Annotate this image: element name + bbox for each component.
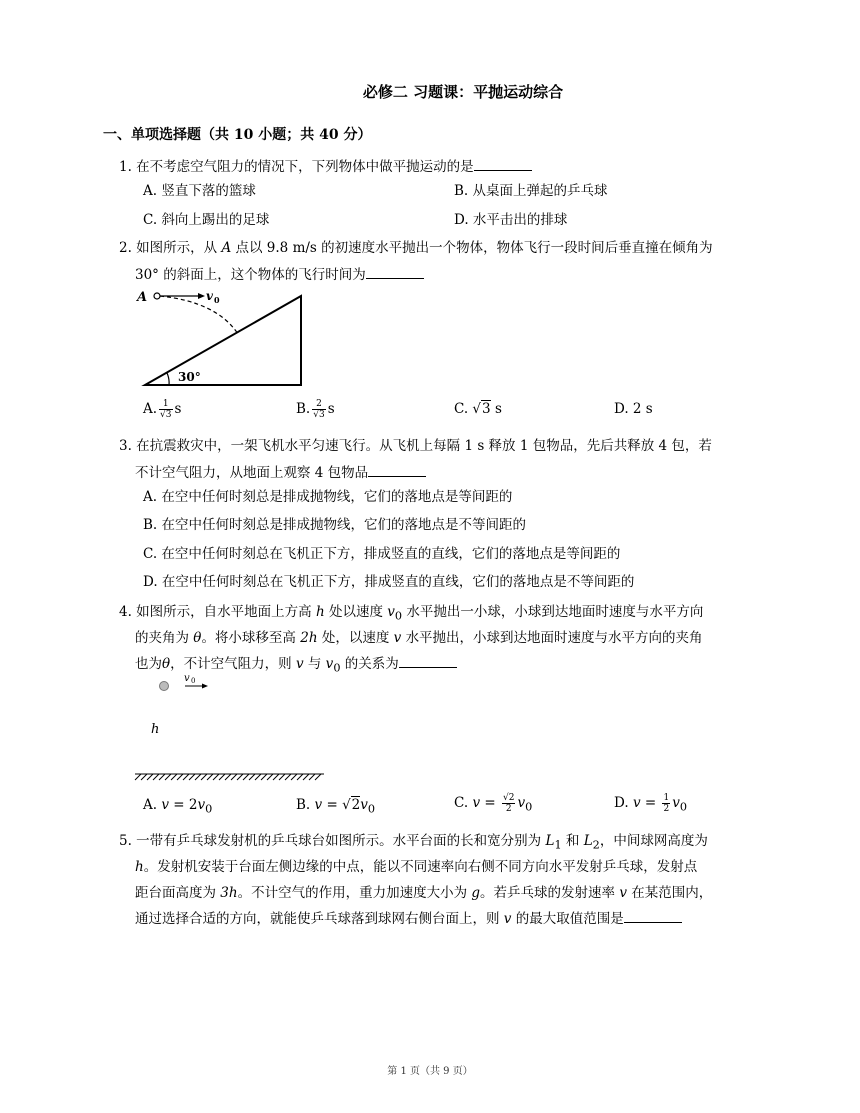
q4-option-c[interactable]: C. v = $\frac{√2}{2}$ $v_0$ xyxy=(454,793,533,814)
q2-option-d[interactable]: D. 2 s xyxy=(614,401,653,417)
q2-option-b[interactable]: B. $\frac{2}{√3}$ s xyxy=(296,399,335,420)
q3-stem-line1: 3. 在抗震救灾中，一架飞机水平匀速飞行。从飞机上每隔 1 s 释放 1 包物品，先后共释放 4 包，若 xyxy=(119,438,712,454)
q4-fig-velocity-label: v xyxy=(184,673,190,684)
q4-stem-line2: 的夹角为 θ。将小球移至高 2h 处，以速度 v 水平抛出，小球到达地面时速度与水平方向的夹角 xyxy=(135,630,703,646)
q1-option-c[interactable]: C. 斜向上踢出的足球 xyxy=(143,212,270,228)
q4-fig-velocity-sub: 0 xyxy=(191,677,196,685)
q1-option-b[interactable]: B. 从桌面上弹起的乒乓球 xyxy=(454,183,608,199)
q4-stem-line3: 也为θ，不计空气阻力，则 v 与 $v_0$ 的关系为 xyxy=(135,652,457,675)
q3-option-b[interactable]: B. 在空中任何时刻总是排成抛物线，它们的落地点是不等间距的 xyxy=(143,517,527,533)
q5-stem-line3: 距台面高度为 3h。不计空气的作用，重力加速度大小为 g。若乒乓球的发射速率 v 在某范围内， xyxy=(135,885,713,901)
q4-option-d[interactable]: D. v = $\frac{1}{2}$ $v_0$ xyxy=(614,793,688,814)
q2-fig-velocity-label: v xyxy=(206,289,213,303)
q2-stem-line1: 2. 如图所示，从 A 点以 9.8 m/s 的初速度水平抛出一个物体，物体飞行一段时间后垂直撞在倾角为 xyxy=(119,240,713,256)
q2-option-c[interactable]: C. √3 s xyxy=(454,401,502,417)
q3-option-d[interactable]: D. 在空中任何时刻总在飞机正下方，排成竖直的直线，它们的落地点是不等间距的 xyxy=(143,574,635,590)
q5-stem-line1: 5. 一带有乒乓球发射机的乒乓球台如图所示。水平台面的长和宽分别为 $L_1$ 和 $L_2$，中间球网高度为 xyxy=(119,833,708,852)
q2-incline-figure xyxy=(135,284,310,389)
q4-projectile-figure xyxy=(132,670,332,788)
q1-stem: 1. 在不考虑空气阻力的情况下，下列物体中做平抛运动的是 xyxy=(119,155,532,175)
q2-fig-velocity-sub: 0 xyxy=(214,295,220,305)
page-footer: 第 1 页（共 9 页） xyxy=(387,1066,473,1077)
q2-option-a[interactable]: A. $\frac{1}{√3}$ s xyxy=(143,399,182,420)
q1-option-a[interactable]: A. 竖直下落的篮球 xyxy=(143,183,256,199)
q4-option-b[interactable]: B. $v = √2v_0$ xyxy=(296,797,376,816)
q4-option-a[interactable]: A. $v = 2v_0$ xyxy=(143,797,213,816)
page-title: 必修二 习题课：平抛运动综合 xyxy=(362,83,564,101)
q5-stem-line4: 通过选择合适的方向，就能使乒乓球落到球网右侧台面上，则 v 的最大取值范围是 xyxy=(135,907,682,927)
q3-option-c[interactable]: C. 在空中任何时刻总在飞机正下方，排成竖直的直线，它们的落地点是等间距的 xyxy=(143,546,621,562)
q2-stem-line2: 30° 的斜面上，这个物体的飞行时间为 xyxy=(135,263,424,283)
section-heading: 一、单项选择题（共 10 小题；共 40 分） xyxy=(103,127,372,143)
q2-fig-angle-label: 30° xyxy=(178,370,201,384)
q1-option-d[interactable]: D. 水平击出的排球 xyxy=(454,212,568,228)
q4-fig-height-label: h xyxy=(151,722,160,737)
q3-stem-line2: 不计空气阻力，从地面上观察 4 包物品 xyxy=(135,461,426,481)
q4-stem-line1: 4. 如图所示，自水平地面上方高 h 处以速度 $v_0$ 水平抛出一小球，小球到达地面时速度与水平方向 xyxy=(119,604,704,623)
q5-stem-line2: h。发射机安装于台面左侧边缘的中点，能以不同速率向右侧不同方向水平发射乒乓球，发射点 xyxy=(135,859,698,875)
q3-option-a[interactable]: A. 在空中任何时刻总是排成抛物线，它们的落地点是等间距的 xyxy=(143,489,513,505)
q2-fig-point-label: A xyxy=(137,290,148,305)
